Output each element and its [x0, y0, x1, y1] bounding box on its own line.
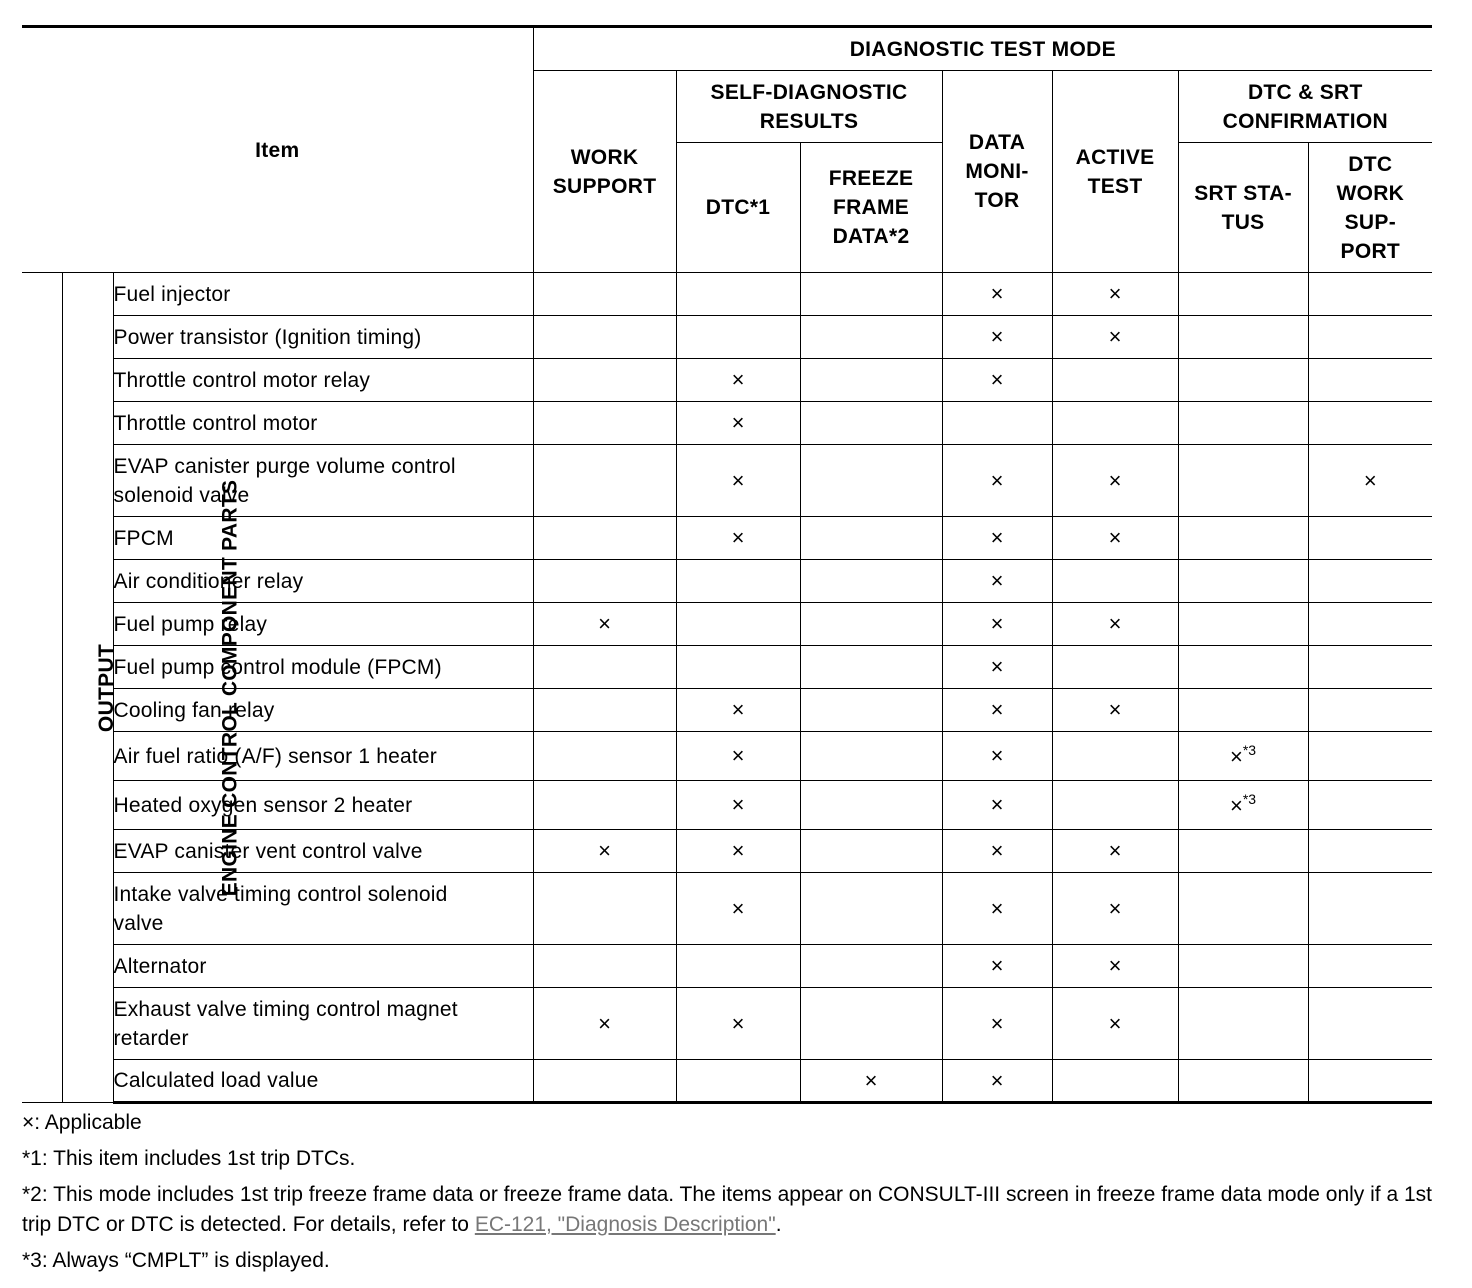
item-name: Intake valve timing control solenoid valve	[113, 873, 533, 945]
mark-active-test	[1052, 359, 1178, 402]
mark-data-monitor: ×	[942, 873, 1052, 945]
mark-active-test: ×	[1052, 445, 1178, 517]
mark-active-test	[1052, 1060, 1178, 1103]
header-dtc-srt-confirmation: DTC & SRT CONFIRMATION	[1178, 71, 1432, 143]
mark-freeze-frame-data	[800, 988, 942, 1060]
item-name: EVAP canister vent control valve	[113, 830, 533, 873]
diagnosis-description-link[interactable]: EC-121, "Diagnosis Description"	[474, 1213, 776, 1236]
mark-active-test: ×	[1052, 873, 1178, 945]
note-2: *2: This mode includes 1st trip freeze frame data or freeze frame data. The items appear on CONSULT-III screen in freeze frame data mode only if a 1st trip DTC or DTC is detected. For details, refer to EC-121, "Diagnosis Description".	[22, 1183, 1433, 1236]
mark-active-test: ×	[1052, 273, 1178, 316]
mark-dtc: ×	[676, 517, 800, 560]
item-name: Throttle control motor	[113, 402, 533, 445]
mark-work-support	[533, 445, 676, 517]
mark-dtc-work-support	[1308, 603, 1432, 646]
mark-work-support	[533, 402, 676, 445]
mark-dtc-work-support	[1308, 646, 1432, 689]
mark-dtc: ×	[676, 873, 800, 945]
item-name: FPCM	[113, 517, 533, 560]
mark-freeze-frame-data	[800, 689, 942, 732]
group-label: ENGINE CONTROL COMPONENT PARTS	[218, 479, 242, 896]
mark-work-support	[533, 689, 676, 732]
mark-work-support	[533, 732, 676, 781]
mark-dtc: ×	[676, 445, 800, 517]
mark-data-monitor: ×	[942, 517, 1052, 560]
mark-active-test	[1052, 732, 1178, 781]
mark-dtc-work-support	[1308, 732, 1432, 781]
header-freeze-frame-data: FREEZE FRAME DATA*2	[800, 143, 942, 273]
mark-freeze-frame-data	[800, 316, 942, 359]
mark-srt-status	[1178, 988, 1308, 1060]
item-name: Alternator	[113, 945, 533, 988]
item-name: Throttle control motor relay	[113, 359, 533, 402]
mark-data-monitor: ×	[942, 830, 1052, 873]
mark-srt-status: ×$^{*3}$	[1178, 781, 1308, 830]
mark-active-test: ×	[1052, 988, 1178, 1060]
mark-work-support	[533, 781, 676, 830]
mark-dtc-work-support	[1308, 781, 1432, 830]
mark-freeze-frame-data	[800, 445, 942, 517]
header-self-diagnostic-results: SELF-DIAGNOSTIC RESULTS	[676, 71, 942, 143]
mark-dtc: ×	[676, 689, 800, 732]
mark-freeze-frame-data	[800, 603, 942, 646]
mark-srt-status	[1178, 830, 1308, 873]
mark-work-support	[533, 359, 676, 402]
mark-dtc	[676, 646, 800, 689]
mark-dtc: ×	[676, 781, 800, 830]
mark-work-support	[533, 273, 676, 316]
header-data-monitor: DATA MONI- TOR	[942, 71, 1052, 273]
mark-dtc-work-support	[1308, 359, 1432, 402]
mark-dtc-work-support	[1308, 517, 1432, 560]
mark-active-test	[1052, 402, 1178, 445]
mark-freeze-frame-data	[800, 945, 942, 988]
mark-srt-status	[1178, 689, 1308, 732]
header-work-support: WORK SUPPORT	[533, 71, 676, 273]
mark-dtc: ×	[676, 359, 800, 402]
mark-data-monitor: ×	[942, 732, 1052, 781]
mark-work-support	[533, 316, 676, 359]
mark-dtc: ×	[676, 402, 800, 445]
mark-dtc-work-support	[1308, 273, 1432, 316]
table-row	[22, 402, 1432, 445]
header-diagnostic-test-mode: DIAGNOSTIC TEST MODE	[533, 27, 1432, 71]
header-dtc: DTC*1	[676, 143, 800, 273]
item-name: Exhaust valve timing control magnet retarder	[113, 988, 533, 1060]
mark-freeze-frame-data	[800, 273, 942, 316]
note-1: *1: This item includes 1st trip DTCs.	[22, 1147, 356, 1170]
mark-dtc	[676, 560, 800, 603]
mark-data-monitor: ×	[942, 988, 1052, 1060]
mark-work-support	[533, 646, 676, 689]
mark-data-monitor: ×	[942, 273, 1052, 316]
mark-srt-status	[1178, 873, 1308, 945]
note-3: *3: Always “CMPLT” is displayed.	[22, 1249, 330, 1272]
mark-srt-status	[1178, 445, 1308, 517]
mark-dtc: ×	[676, 988, 800, 1060]
mark-active-test	[1052, 646, 1178, 689]
mark-freeze-frame-data	[800, 359, 942, 402]
mark-srt-status	[1178, 1060, 1308, 1103]
item-name: Fuel injector	[113, 273, 533, 316]
mark-srt-status: ×$^{*3}$	[1178, 732, 1308, 781]
mark-work-support: ×	[533, 830, 676, 873]
mark-work-support: ×	[533, 988, 676, 1060]
mark-work-support	[533, 560, 676, 603]
table-row	[22, 1060, 1432, 1103]
mark-freeze-frame-data	[800, 781, 942, 830]
mark-srt-status	[1178, 945, 1308, 988]
mark-freeze-frame-data	[800, 732, 942, 781]
mark-dtc-work-support	[1308, 560, 1432, 603]
item-name: Power transistor (Ignition timing)	[113, 316, 533, 359]
mark-dtc-work-support	[1308, 988, 1432, 1060]
mark-freeze-frame-data	[800, 830, 942, 873]
table-row	[22, 359, 1432, 402]
mark-dtc-work-support: ×	[1308, 445, 1432, 517]
mark-srt-status	[1178, 560, 1308, 603]
mark-dtc-work-support	[1308, 1060, 1432, 1103]
mark-freeze-frame-data	[800, 873, 942, 945]
note-applicable: ×: Applicable	[22, 1111, 142, 1134]
mark-dtc	[676, 1060, 800, 1103]
mark-active-test	[1052, 781, 1178, 830]
mark-freeze-frame-data	[800, 646, 942, 689]
mark-active-test: ×	[1052, 830, 1178, 873]
mark-dtc	[676, 316, 800, 359]
mark-srt-status	[1178, 603, 1308, 646]
mark-dtc	[676, 273, 800, 316]
header-dtc-work-support: DTC WORK SUP- PORT	[1308, 143, 1432, 273]
header-srt-status: SRT STA- TUS	[1178, 143, 1308, 273]
mark-dtc-work-support	[1308, 830, 1432, 873]
table-row	[22, 945, 1432, 988]
item-name: Fuel pump relay	[113, 603, 533, 646]
item-name: Cooling fan relay	[113, 689, 533, 732]
item-name: Fuel pump control module (FPCM)	[113, 646, 533, 689]
mark-dtc-work-support	[1308, 316, 1432, 359]
mark-work-support: ×	[533, 603, 676, 646]
table-row	[22, 316, 1432, 359]
mark-active-test	[1052, 560, 1178, 603]
mark-freeze-frame-data	[800, 560, 942, 603]
item-name: Air conditioner relay	[113, 560, 533, 603]
table-body	[22, 273, 1432, 1103]
mark-srt-status	[1178, 273, 1308, 316]
mark-srt-status	[1178, 316, 1308, 359]
mark-data-monitor: ×	[942, 359, 1052, 402]
footnotes	[22, 1108, 1442, 1282]
subgroup-label-cell	[62, 273, 118, 1103]
mark-srt-status	[1178, 402, 1308, 445]
mark-work-support	[533, 517, 676, 560]
mark-data-monitor: ×	[942, 316, 1052, 359]
header-active-test: ACTIVE TEST	[1052, 71, 1178, 273]
mark-dtc-work-support	[1308, 402, 1432, 445]
mark-work-support	[533, 1060, 676, 1103]
mark-dtc: ×	[676, 732, 800, 781]
mark-active-test: ×	[1052, 945, 1178, 988]
item-name: Air fuel ratio (A/F) sensor 1 heater	[113, 732, 533, 781]
mark-data-monitor: ×	[942, 560, 1052, 603]
mark-active-test: ×	[1052, 689, 1178, 732]
mark-srt-status	[1178, 646, 1308, 689]
mark-dtc: ×	[676, 830, 800, 873]
mark-dtc-work-support	[1308, 945, 1432, 988]
mark-data-monitor: ×	[942, 1060, 1052, 1103]
mark-data-monitor: ×	[942, 781, 1052, 830]
mark-data-monitor: ×	[942, 689, 1052, 732]
header-item: Item	[22, 27, 533, 273]
mark-freeze-frame-data: ×	[800, 1060, 942, 1103]
diagnostic-test-mode-table	[22, 25, 1432, 1104]
mark-dtc-work-support	[1308, 873, 1432, 945]
mark-dtc-work-support	[1308, 689, 1432, 732]
mark-work-support	[533, 873, 676, 945]
item-name: Calculated load value	[113, 1060, 533, 1103]
mark-dtc	[676, 945, 800, 988]
mark-active-test: ×	[1052, 316, 1178, 359]
mark-data-monitor: ×	[942, 445, 1052, 517]
mark-freeze-frame-data	[800, 402, 942, 445]
table-row	[22, 988, 1432, 1060]
mark-active-test: ×	[1052, 517, 1178, 560]
mark-freeze-frame-data	[800, 517, 942, 560]
mark-active-test: ×	[1052, 603, 1178, 646]
mark-data-monitor: ×	[942, 945, 1052, 988]
mark-data-monitor: ×	[942, 603, 1052, 646]
mark-data-monitor	[942, 402, 1052, 445]
item-name: EVAP canister purge volume control solenoid valve	[113, 445, 533, 517]
mark-data-monitor: ×	[942, 646, 1052, 689]
subgroup-label: OUTPUT	[94, 643, 118, 732]
table-row	[22, 273, 1432, 316]
mark-srt-status	[1178, 517, 1308, 560]
mark-work-support	[533, 945, 676, 988]
item-name: Heated oxygen sensor 2 heater	[113, 781, 533, 830]
mark-dtc	[676, 603, 800, 646]
mark-srt-status	[1178, 359, 1308, 402]
